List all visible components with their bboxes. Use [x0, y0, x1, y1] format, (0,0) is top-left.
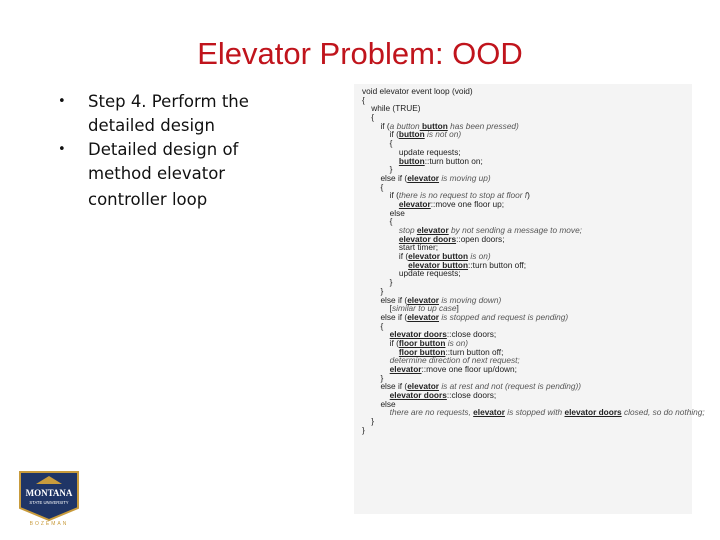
code-text: if (	[362, 120, 390, 131]
code-line	[362, 408, 705, 417]
bullet-marker: •	[58, 142, 66, 157]
code-text: }	[362, 372, 384, 383]
code-text: else if (	[362, 294, 408, 305]
code-text: by not sending a message to move;	[448, 225, 582, 235]
code-text: there are no requests,	[362, 407, 474, 418]
code-object-name: elevator doors	[389, 390, 447, 401]
code-object-name: elevator button	[408, 259, 469, 270]
code-text: {	[362, 320, 384, 331]
code-text: is moving up)	[439, 172, 491, 183]
code-object-name: floor button	[398, 346, 446, 357]
code-text: ::close doors;	[446, 390, 497, 401]
code-text: a button	[389, 120, 420, 131]
code-line	[362, 269, 705, 278]
code-object-name: elevator doors	[398, 233, 457, 244]
code-text: update requests;	[362, 146, 461, 157]
bullet-text-line: Detailed design of	[88, 140, 239, 159]
code-object-name: elevator	[398, 198, 431, 209]
code-object-name: elevator	[407, 311, 440, 322]
code-object-name: button	[398, 129, 425, 140]
code-text: is on)	[468, 251, 491, 262]
code-text: }	[362, 164, 393, 175]
code-object-name: elevator	[473, 407, 505, 418]
code-object-name: button	[419, 120, 448, 131]
bullet-text-line: method elevator	[88, 164, 226, 183]
montana-state-university-logo	[16, 468, 82, 526]
code-text: determine direction of next request;	[362, 355, 520, 366]
slide-title: Elevator Problem: OOD	[197, 36, 523, 71]
code-object-name: elevator	[389, 364, 422, 374]
code-text: ]	[456, 303, 459, 314]
code-text: else if (	[362, 172, 408, 183]
code-line	[362, 426, 705, 435]
code-object-name: elevator button	[408, 251, 469, 262]
code-text: if (	[362, 251, 409, 262]
code-text: if (	[362, 337, 399, 348]
logo-city: BOZEMAN	[29, 521, 69, 526]
code-object-name: elevator	[407, 294, 440, 305]
code-text: is not on)	[424, 129, 462, 140]
code-text: }	[362, 277, 393, 288]
code-text: start timer;	[362, 242, 439, 253]
bullet-item-step4	[58, 90, 328, 138]
code-text: update requests;	[362, 268, 461, 279]
code-text: else	[362, 207, 405, 218]
code-line	[362, 209, 705, 218]
code-object-name: elevator	[407, 172, 440, 183]
code-line	[362, 200, 705, 209]
logo-name: MONTANA	[25, 488, 73, 498]
code-text: ::turn button on;	[424, 155, 483, 166]
code-line	[362, 417, 705, 426]
code-text: ::close doors;	[446, 329, 497, 340]
code-text: closed, so do nothing;	[621, 407, 705, 418]
code-text: is stopped and request is pending)	[439, 311, 569, 322]
code-text: if (	[362, 190, 399, 201]
code-line	[362, 313, 705, 322]
code-listing	[362, 87, 705, 435]
bullet-list	[58, 90, 328, 212]
code-text: there is no request to stop at floor f	[398, 190, 528, 201]
code-object-name: elevator	[407, 381, 440, 392]
code-text: is at rest and not (request is pending))	[439, 381, 582, 392]
code-text: )	[527, 190, 530, 201]
code-text: {	[362, 181, 384, 192]
code-line	[362, 391, 705, 400]
code-text: }	[362, 416, 374, 427]
code-object-name: elevator doors	[564, 407, 622, 418]
code-line	[362, 130, 705, 139]
code-line	[362, 157, 705, 166]
code-text: has been pressed)	[447, 120, 519, 131]
code-line	[362, 278, 705, 287]
code-object-name: elevator doors	[389, 329, 447, 340]
code-line	[362, 87, 705, 96]
code-text: similar to up case	[391, 303, 457, 314]
code-line	[362, 174, 705, 183]
bullet-item-detailed-design	[58, 138, 328, 212]
code-text: {	[362, 94, 365, 105]
logo-subtitle: STATE UNIVERSITY	[29, 500, 69, 505]
code-text: if (	[362, 129, 399, 140]
code-text: is on)	[445, 337, 469, 348]
code-text: ::open doors;	[456, 233, 505, 244]
bullet-text-line: detailed design	[88, 116, 215, 135]
bullet-text-line: controller loop	[88, 190, 208, 209]
code-text: {	[362, 216, 393, 227]
code-text: is stopped with	[504, 407, 565, 418]
code-text: else if (	[362, 311, 408, 322]
code-text: while (TRUE)	[362, 103, 421, 114]
code-text: [	[362, 303, 392, 314]
code-listing-panel	[354, 84, 705, 514]
code-text: ::move one floor up;	[430, 198, 505, 209]
code-object-name: floor button	[398, 337, 446, 348]
code-text: ::turn button off;	[468, 259, 527, 270]
code-text: }	[362, 424, 365, 435]
code-object-name: button	[398, 155, 425, 166]
code-line	[362, 365, 705, 374]
code-text: else if (	[362, 381, 408, 392]
code-text: void elevator event loop (void)	[362, 86, 473, 96]
code-text: stop	[362, 225, 417, 235]
code-text: else	[362, 398, 396, 409]
code-text: {	[362, 112, 374, 123]
code-text: ::turn button off;	[445, 346, 504, 357]
code-text: is moving down)	[439, 294, 502, 305]
code-text: {	[362, 138, 393, 149]
bullet-marker: •	[58, 94, 66, 109]
bullet-text-line: Step 4. Perform the	[88, 92, 249, 111]
code-text: }	[362, 285, 384, 296]
code-object-name: elevator	[416, 225, 449, 235]
code-line	[362, 104, 705, 113]
code-text: ::move one floor up/down;	[421, 364, 517, 374]
